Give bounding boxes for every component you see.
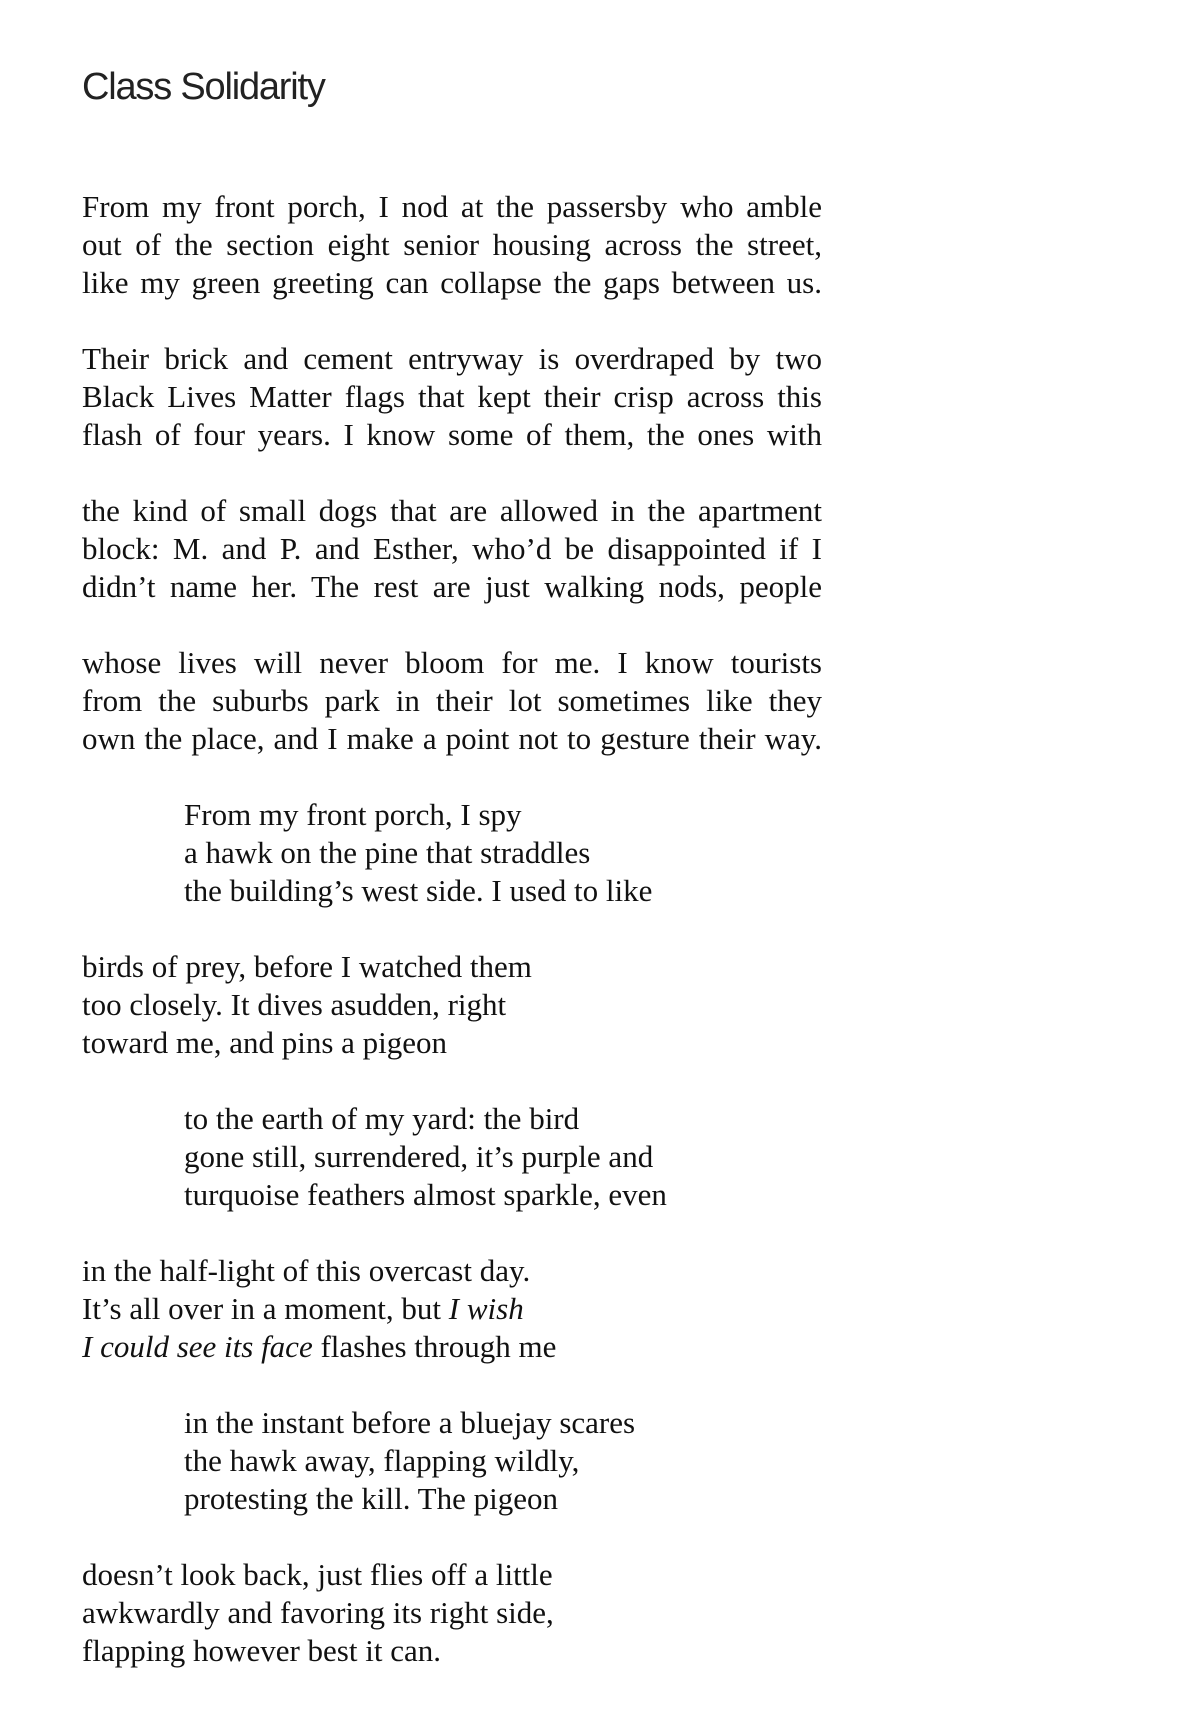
poem-line: gone still, surrendered, it’s purple and — [184, 1139, 654, 1174]
stanza-4 — [82, 644, 822, 758]
stanza-8 — [82, 1252, 822, 1366]
poem-body — [82, 188, 822, 1708]
poem-line-text: flashes through me — [312, 1329, 557, 1364]
stanza-1 — [82, 188, 822, 302]
stanza-10 — [82, 1556, 822, 1670]
poem-line: the building’s west side. I used to like — [184, 873, 653, 908]
poem-line: from the suburbs park in their lot sometimes like they — [82, 683, 822, 718]
stanza-7 — [82, 1100, 822, 1214]
poem-line: out of the section eight senior housing across the street, — [82, 227, 822, 262]
poem-line: flash of four years. I know some of them, the ones with — [82, 417, 822, 452]
poem-line: in the instant before a bluejay scares — [184, 1405, 636, 1440]
poem-line: a hawk on the pine that straddles — [184, 835, 591, 870]
poem-line: toward me, and pins a pigeon — [82, 1025, 448, 1060]
poem-line: awkwardly and favoring its right side, — [82, 1595, 554, 1630]
stanza-2 — [82, 340, 822, 454]
stanza-3 — [82, 492, 822, 606]
poem-line: own the place, and I make a point not to gesture their way. — [82, 721, 822, 756]
poem-line: in the half-light of this overcast day. — [82, 1253, 531, 1288]
poem-line: turquoise feathers almost sparkle, even — [184, 1177, 667, 1212]
poem-line-italic: I could see its face — [82, 1329, 313, 1364]
poem-line: From my front porch, I nod at the passersby who amble — [82, 189, 822, 224]
stanza-9 — [82, 1404, 822, 1518]
poem-line: the kind of small dogs that are allowed in the apartment — [82, 493, 822, 528]
poem-line: birds of prey, before I watched them — [82, 949, 532, 984]
poem-line: like my green greeting can collapse the gaps between us. — [82, 265, 822, 300]
poem-line: Black Lives Matter flags that kept their crisp across this — [82, 379, 822, 414]
poem-line: block: M. and P. and Esther, who’d be disappointed if I — [82, 531, 822, 566]
poem-line — [82, 1290, 822, 1328]
poem-line-text: It’s all over in a moment, but — [82, 1291, 449, 1326]
poem-line: flapping however best it can. — [82, 1633, 441, 1668]
poem-line: From my front porch, I spy — [184, 797, 522, 832]
poem-line: the hawk away, flapping wildly, — [184, 1443, 580, 1478]
poem-line: Their brick and cement entryway is overdraped by two — [82, 341, 822, 376]
poem-line: protesting the kill. The pigeon — [184, 1481, 558, 1516]
poem-line — [82, 1328, 822, 1366]
stanza-6 — [82, 948, 822, 1062]
poem-line-italic: I wish — [448, 1291, 524, 1326]
poem-line: whose lives will never bloom for me. I know tourists — [82, 645, 822, 680]
stanza-5 — [82, 796, 822, 910]
poem-line: didn’t name her. The rest are just walking nods, people — [82, 569, 822, 604]
poem-line: doesn’t look back, just flies off a little — [82, 1557, 553, 1592]
poem-title: Class Solidarity — [82, 66, 325, 108]
poem-line: too closely. It dives asudden, right — [82, 987, 507, 1022]
poem-line: to the earth of my yard: the bird — [184, 1101, 580, 1136]
